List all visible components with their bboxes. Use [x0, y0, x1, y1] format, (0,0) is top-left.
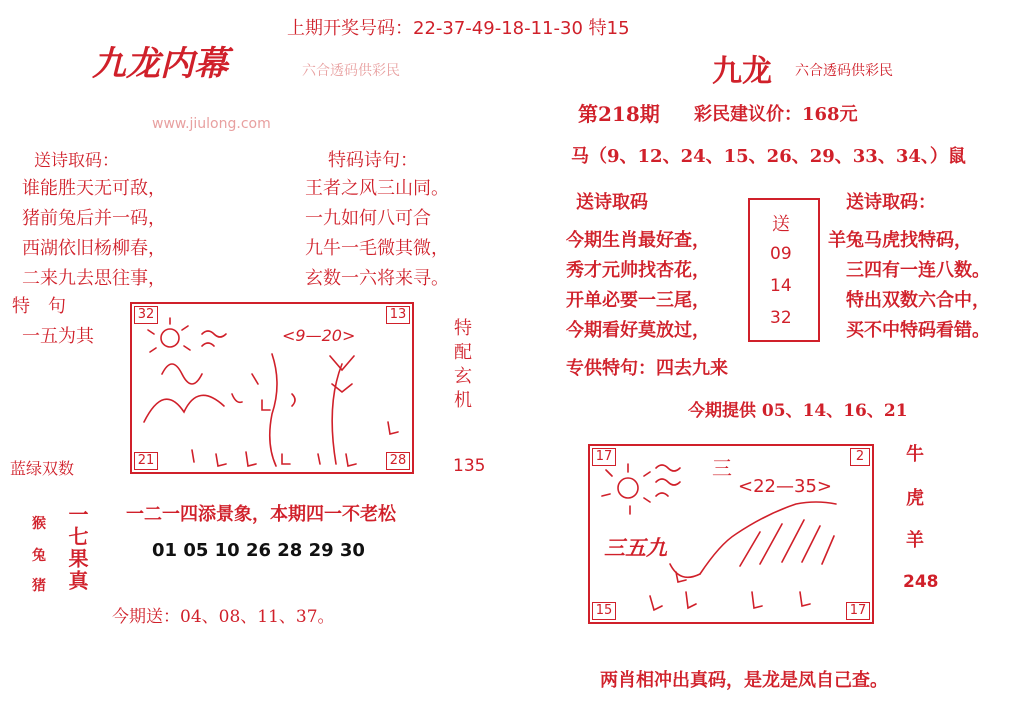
right-send-left-heading: 送诗取码: [576, 192, 648, 213]
right-ma-line: 马（9、12、24、15、26、29、33、34、）鼠: [571, 146, 966, 167]
left-tagline: 一二一四添景象，本期四一不老松: [126, 504, 396, 525]
right-scribble-san: 三: [712, 456, 732, 480]
left-lan-lv: 蓝绿双数: [10, 459, 75, 478]
send-box-number: 32: [770, 308, 792, 328]
zodiac-monkey: 猴: [32, 516, 46, 532]
corner-number-bottom-left: 15: [592, 602, 616, 620]
corner-number-bottom-right: 17: [846, 602, 870, 620]
right-send-number-box: [748, 198, 820, 342]
left-title: 九龙内幕: [92, 44, 228, 84]
left-poem-special-line: 玄数一六将来寻。: [305, 268, 449, 289]
left-side-vertical: 特配玄机: [451, 318, 472, 414]
right-price: 彩民建议价：168元: [694, 104, 858, 125]
right-send-left-line: 秀才元帅找杏花，: [566, 260, 710, 281]
left-today-send: 今期送：04、08、11、37。: [112, 607, 335, 627]
zodiac-pig: 猪: [32, 578, 46, 594]
right-send-right-line: 买不中特码看错。: [846, 320, 990, 341]
left-poem-send-heading: 送诗取码：: [34, 151, 119, 171]
corner-number-top-left: 17: [592, 448, 616, 466]
send-box-number: 14: [770, 276, 792, 296]
left-side-number: 135: [453, 456, 486, 476]
right-side-zodiac-tiger: 虎: [906, 488, 924, 509]
right-send-right-line: 特出双数六合中，: [846, 290, 990, 311]
right-side-number: 248: [903, 572, 939, 592]
corner-number-top-right: 13: [386, 306, 410, 324]
left-poem-special-line: 九牛一毛微其微，: [305, 238, 449, 259]
left-poem-send-line: 谁能胜天无可敌，: [22, 178, 166, 199]
send-box-label: 送: [772, 214, 790, 235]
left-numbers-line: 01 05 10 26 28 29 30: [152, 540, 365, 561]
right-issue: 第218期: [578, 102, 660, 126]
left-yi-wu: 一五为其: [22, 326, 94, 347]
right-scribble-word: 三五九: [604, 535, 667, 560]
left-poem-send-line: 二来九去思往事，: [22, 268, 166, 289]
zodiac-rabbit: 兔: [32, 548, 46, 564]
right-side-zodiac-ox: 牛: [906, 444, 924, 465]
corner-number-bottom-left: 21: [134, 452, 158, 470]
right-special-phrase: 专供特句：四去九来: [566, 358, 728, 379]
right-send-left-line: 今期生肖最好查，: [566, 230, 710, 251]
right-side-zodiac-goat: 羊: [906, 530, 924, 551]
right-send-right-line: 羊兔马虎找特码，: [828, 230, 972, 251]
right-title: 九龙: [712, 54, 772, 89]
left-subtitle-faint: 六合透码供彩民: [302, 63, 400, 79]
left-url-faint: www.jiulong.com: [152, 116, 271, 132]
last-draw-numbers: 上期开奖号码：22-37-49-18-11-30 特15: [287, 18, 630, 39]
right-send-right-heading: 送诗取码：: [846, 192, 936, 213]
right-scribble-drawing: [590, 446, 872, 622]
left-poem-special-line: 一九如何八可合: [305, 208, 431, 229]
right-send-left-line: 开单必要一三尾，: [566, 290, 710, 311]
left-scribble-drawing: [132, 304, 412, 472]
send-box-number: 09: [770, 244, 792, 264]
corner-number-bottom-right: 28: [386, 452, 410, 470]
left-riddle-image-box: [130, 302, 414, 474]
corner-number-top-right: 2: [850, 448, 870, 466]
left-vertical-phrase: 一七果真: [65, 504, 89, 592]
right-send-left-line: 今期看好莫放过，: [566, 320, 710, 341]
left-poem-special-line: 王者之风三山同。: [305, 178, 449, 199]
left-poem-send-line: 猪前兔后并一码，: [22, 208, 166, 229]
right-riddle-image-box: [588, 444, 874, 624]
right-scribble-range: <22—35>: [738, 476, 832, 497]
corner-number-top-left: 32: [134, 306, 158, 324]
right-footer: 两肖相冲出真码，是龙是凤自己查。: [600, 670, 888, 691]
left-poem-send-line: 西湖依旧杨柳春，: [22, 238, 166, 259]
left-te-ju-label: 特 句: [12, 296, 66, 317]
left-poem-special-heading: 特码诗句：: [328, 150, 418, 171]
right-today-provide: 今期提供 05、14、16、21: [688, 401, 908, 421]
right-subtitle: 六合透码供彩民: [795, 63, 893, 79]
left-scribble-range: <9—20>: [282, 326, 356, 345]
right-send-right-line: 三四有一连八数。: [846, 260, 990, 281]
